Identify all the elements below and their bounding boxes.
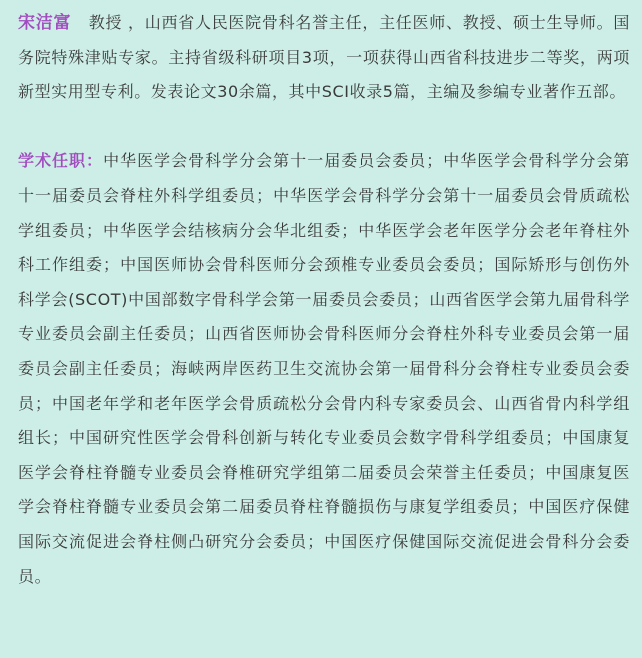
positions-text: 中华医学会骨科学分会第十一届委员会委员；中华医学会骨科学分会第十一届委员会脊柱外科学组委员；中华医学会骨科学分会第十一届委员会骨质疏松学组委员；中华医学会结核病分会华北组委；中华医学会老年医学分会老年脊柱外科工作组委；中国医师协会骨科医师分会颈椎专业委员会委员；国际矫形与创伤外科学会(SCOT)中国部数字骨科学会第一届委员会委员；山西省医学会第九届骨科学专业委员会副主任委员；山西省医师协会骨科医师分会脊柱外科专业委员会第一届委员会副主任委员；海峡两岸医药卫生交流协会第一届骨科分会脊柱专业委员会委员；中国老年学和老年医学会骨质疏松分会骨内科专家委员会、山西省骨内科学组组长；中国研究性医学会骨科创新与转化专业委员会数字骨科学组委员；中国康复医学会脊柱脊髓专业委员会脊椎研究学组第二届委员会荣誉主任委员；中国康复医学会脊柱脊髓专业委员会第二届委员脊柱脊髓损伤与康复学组委员；中国医疗保健国际交流促进会脊柱侧凸研究分会委员；中国医疗保健国际交流促进会骨科分会委员。 [18, 151, 630, 586]
bio-text: 教授 ，山西省人民医院骨科名誉主任，主任医师、教授、硕士生导师。国务院特殊津贴专家。主持省级科研项目3项，一项获得山西省科技进步二等奖，两项新型实用型专利。发表论文30余篇，其中SCI收录5篇，主编及参编专业著作五部。 [18, 13, 630, 102]
positions-paragraph [18, 144, 630, 594]
positions-separator: ： [86, 151, 104, 171]
positions-label: 学术任职 [18, 151, 87, 171]
paragraph-spacer [18, 110, 630, 145]
doctor-name: 宋洁富 [18, 13, 72, 33]
bio-paragraph [18, 6, 630, 110]
